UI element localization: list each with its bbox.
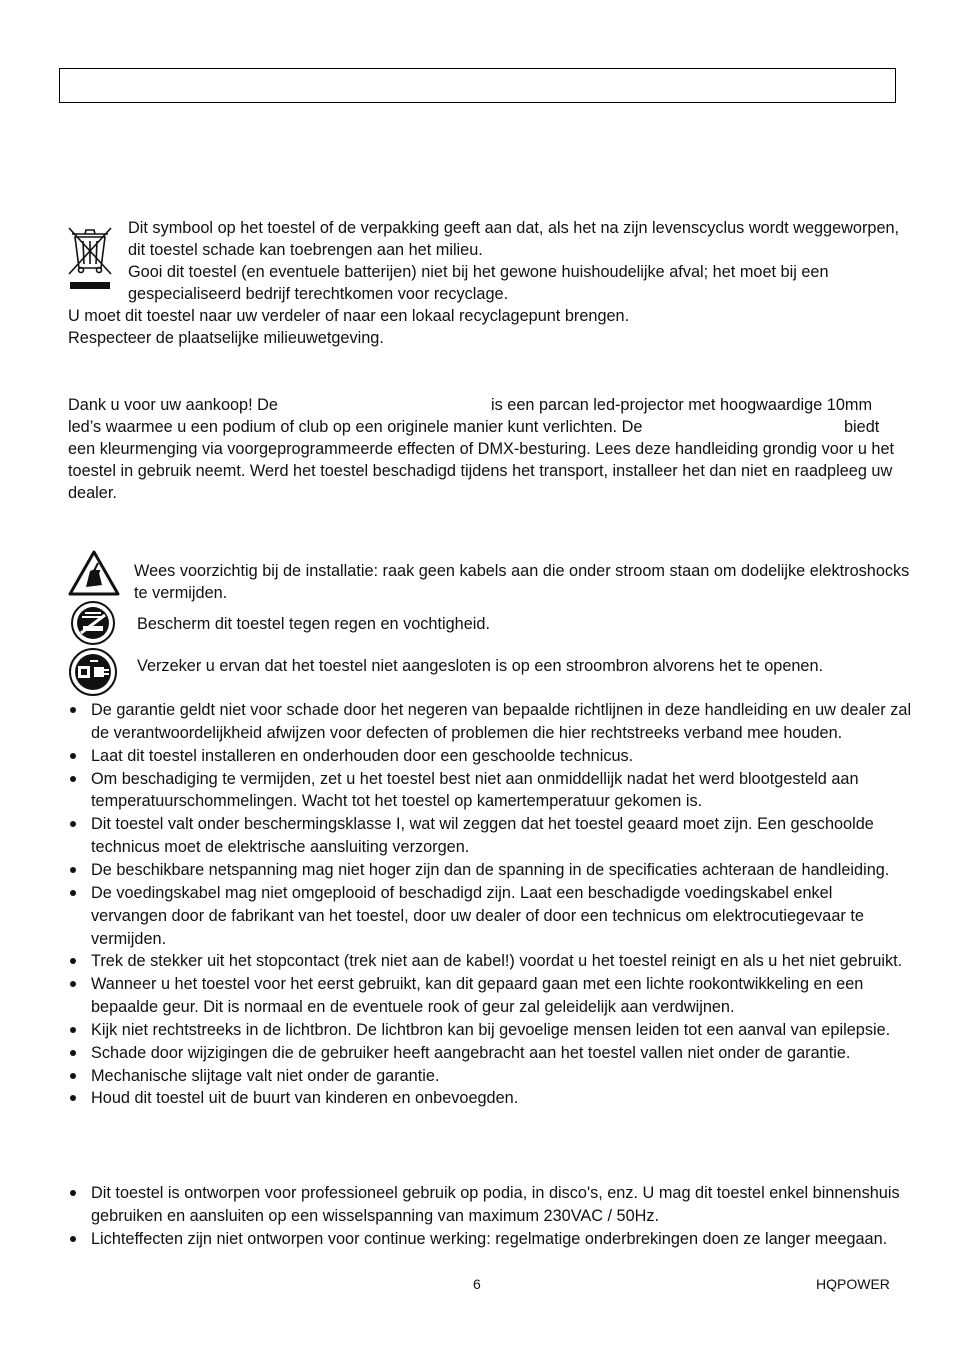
bullet-dot — [70, 890, 76, 896]
bullet-text-line: de verantwoordelijkheid afwijzen voor defecten of problemen die hier rechtstreeks verband mee houden. — [91, 723, 843, 742]
bullet-text-line: De voedingskabel mag niet omgeplooid of beschadigd zijn. Laat een beschadigde voedingskabel enkel — [91, 883, 833, 902]
bullet-dot — [70, 707, 76, 713]
bullet-text-line: Lichteffecten zijn niet ontworpen voor continue werking: regelmatige onderbrekingen doen ze langer meegaan. — [91, 1229, 888, 1248]
bullet-dot — [70, 1236, 76, 1242]
intro-line: led’s waarmee u een podium of club op een originele manier kunt verlichten. De — [68, 418, 643, 436]
bullet-dot — [70, 981, 76, 987]
bullet-text-line: Houd dit toestel uit de buurt van kinderen en onbevoegden. — [91, 1089, 519, 1108]
bullet-dot — [70, 867, 76, 873]
bullet-dot — [70, 776, 76, 782]
shock-warning-text: te vermijden. — [134, 584, 228, 602]
electric-shock-warning-icon — [68, 549, 120, 597]
bullet-dot — [70, 1073, 76, 1079]
intro-line: Dank u voor uw aankoop! De — [68, 396, 278, 414]
weee-note-line: Respecteer de plaatselijke milieuwetgeving. — [68, 329, 384, 347]
bullet-text-line: Dit toestel is ontworpen voor professioneel gebruik op podia, in disco's, enz. U mag dit toestel enkel binnenshuis — [91, 1184, 900, 1202]
bullet-text-line: De garantie geldt niet voor schade door het negeren van bepaalde richtlijnen in deze handleiding en uw dealer zal — [91, 701, 912, 719]
bullet-text-line: Dit toestel valt onder beschermingsklasse I, wat wil zeggen dat het toestel geaard moet zijn. Een geschoolde — [91, 815, 874, 834]
bullet-dot — [70, 958, 76, 964]
bullet-text-line: technicus moet de elektrische aansluiting verzorgen. — [91, 838, 470, 857]
rain-protection-icon — [68, 600, 118, 646]
intro-line: een kleurmenging via voorgeprogrammeerde effecten of DMX-besturing. Lees deze handleiding grondig voor u het — [68, 440, 895, 458]
bullet-text-line: Mechanische slijtage valt niet onder de garantie. — [91, 1066, 440, 1085]
bullet-text-line: vermijden. — [91, 929, 167, 948]
unplug-text: Verzeker u ervan dat het toestel niet aangesloten is op een stroombron alvorens het te openen. — [137, 657, 824, 675]
bullet-dot — [70, 1190, 76, 1196]
bullet-text-line: De beschikbare netspanning mag niet hoger zijn dan de spanning in de specificaties achteraan de handleiding. — [91, 860, 890, 879]
bullet-dot — [70, 1050, 76, 1056]
bullet-text-line: Wanneer u het toestel voor het eerst gebruikt, kan dit gepaard gaan met een lichte rookontwikkeling en een — [91, 975, 864, 994]
weee-text-line: Gooi dit toestel (en eventuele batterijen) niet bij het gewone huishoudelijke afval; het moet bij een — [128, 263, 829, 281]
bullet-dot — [70, 753, 76, 759]
rain-protection-text: Bescherm dit toestel tegen regen en vochtigheid. — [137, 615, 490, 633]
bullet-text-line: vervangen door de fabrikant van het toestel, door uw dealer of door een technicus om elektrocutiegevaar te — [91, 906, 864, 925]
weee-text-line: Dit symbool op het toestel of de verpakking geeft aan dat, als het na zijn levenscyclus wordt weggeworpen, — [128, 219, 900, 237]
bullet-text-line: Om beschadiging te vermijden, zet u het toestel best niet aan onmiddellijk nadat het werd blootgesteld aan — [91, 769, 859, 788]
unplug-before-opening-icon — [68, 647, 118, 697]
page-number: 6 — [473, 1276, 481, 1292]
intro-line: is een parcan led-projector met hoogwaardige 10mm — [491, 396, 873, 414]
bullet-text-line: Schade door wijzigingen die de gebruiker heeft aangebracht aan het toestel vallen niet onder de garantie. — [91, 1043, 851, 1062]
weee-text-line: gespecialiseerd bedrijf terechtkomen voor recyclage. — [128, 285, 509, 303]
bullet-dot — [70, 1095, 76, 1101]
intro-line: biedt — [844, 418, 880, 436]
bullet-text-line: Kijk niet rechtstreeks in de lichtbron. De lichtbron kan bij gevoelige mensen leiden tot een aanval van epilepsie. — [91, 1020, 891, 1039]
bullet-text-line: Trek de stekker uit het stopcontact (trek niet aan de kabel!) voordat u het toestel reinigt en als u het niet gebruikt. — [91, 952, 903, 971]
weee-note-line: U moet dit toestel naar uw verdeler of naar een lokaal recyclagepunt brengen. — [68, 307, 630, 325]
bullet-text-line: bepaalde geur. Dit is normaal en de eventuele rook of geur zal geleidelijk aan verdwijnen. — [91, 998, 735, 1017]
intro-line: dealer. — [68, 484, 117, 502]
intro-line: toestel in gebruik neemt. Werd het toestel beschadigd tijdens het transport, installeer het dan niet en raadpleeg uw — [68, 462, 893, 480]
bullet-text-line: gebruiken en aansluiten op een wisselspanning van maximum 230VAC / 50Hz. — [91, 1206, 660, 1225]
brand-name: HQPOWER — [816, 1276, 890, 1292]
bullet-dot — [70, 1027, 76, 1033]
bullet-text-line: temperatuurschommelingen. Wacht tot het toestel op kamertemperatuur gekomen is. — [91, 792, 703, 811]
weee-text-line: dit toestel schade kan toebrengen aan het milieu. — [128, 241, 483, 259]
header-box — [59, 68, 896, 103]
bullet-text-line: Laat dit toestel installeren en onderhouden door een geschoolde technicus. — [91, 746, 634, 765]
bullet-dot — [70, 821, 76, 827]
weee-bin-icon — [66, 224, 114, 292]
shock-warning-text: Wees voorzichtig bij de installatie: raak geen kabels aan die onder stroom staan om dodelijke elektroshocks — [134, 562, 910, 580]
